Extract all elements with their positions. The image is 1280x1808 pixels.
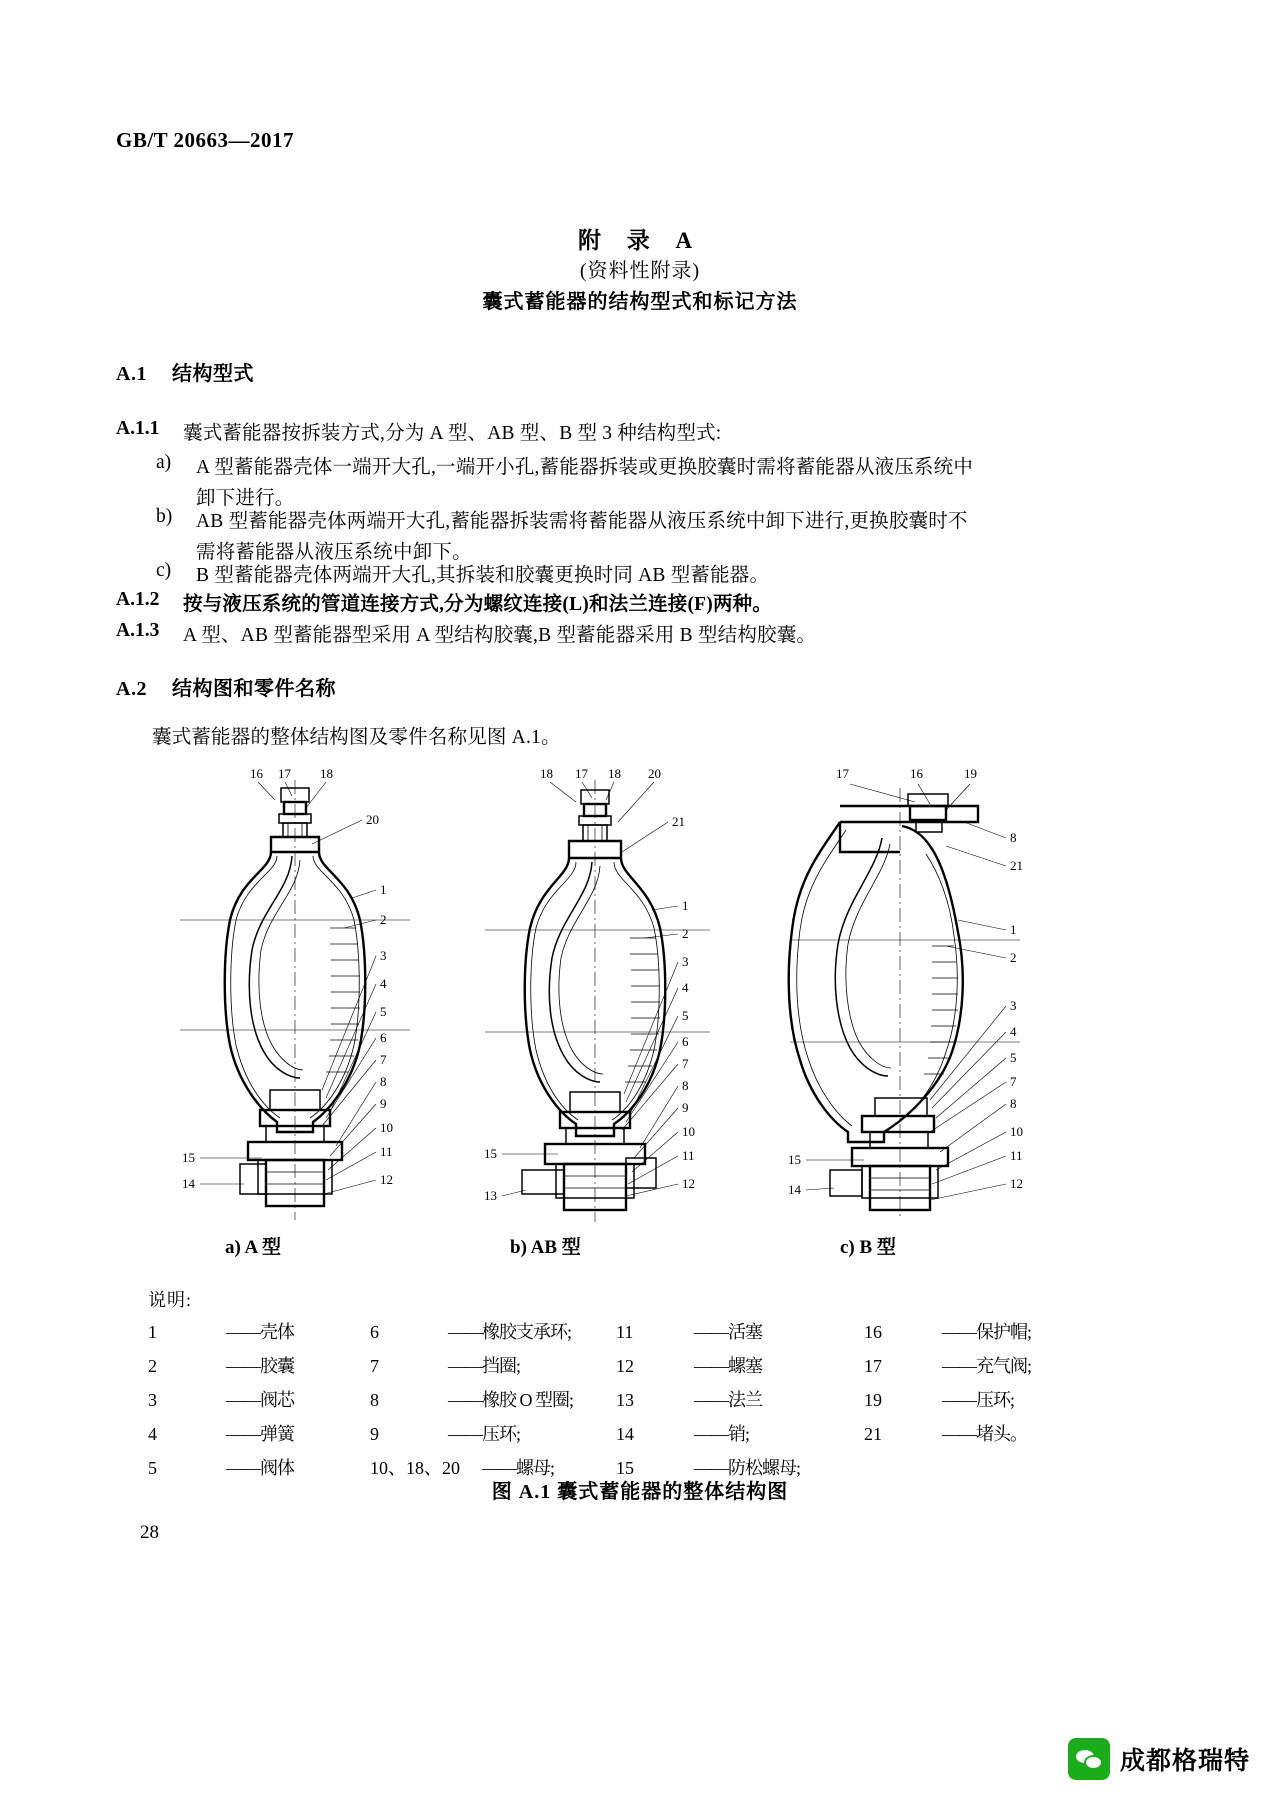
callout-3-ab: 3 [682, 954, 689, 969]
callout-8-a: 8 [380, 1074, 387, 1089]
figure-title: 图 A.1 囊式蓄能器的整体结构图 [491, 1481, 789, 1503]
callout-8-ab: 8 [682, 1078, 689, 1093]
legend-text: ——保护帽; [942, 1322, 1032, 1342]
list-marker-a: a) [156, 452, 172, 473]
clause-text-a12: 按与液压系统的管道连接方式,分为螺纹连接(L)和法兰连接(F)两种。 [183, 594, 773, 615]
callout-20-a: 20 [366, 812, 379, 827]
callout-19-b: 19 [964, 766, 977, 781]
legend-text: ——销; [694, 1424, 750, 1444]
callout-2-ab: 2 [682, 926, 689, 941]
legend-index: 15 [616, 1458, 634, 1478]
legend-title: 说明: [148, 1290, 193, 1310]
subcaption-b: c) B 型 [840, 1237, 896, 1258]
callout-3-a: 3 [380, 948, 387, 963]
legend-index: 3 [148, 1390, 157, 1410]
callout-5-ab: 5 [682, 1008, 689, 1023]
legend-index: 11 [616, 1322, 634, 1342]
callout-8-b: 8 [1010, 830, 1017, 845]
callout-2-b: 2 [1010, 950, 1017, 965]
diagram-type-ab [484, 766, 710, 1222]
legend-text: ——充气阀; [942, 1356, 1032, 1376]
legend-text: ——堵头。 [942, 1424, 1027, 1444]
legend-index: 19 [864, 1390, 882, 1410]
legend-text: ——弹簧 [226, 1424, 294, 1444]
legend-index: 7 [370, 1356, 379, 1376]
section-heading-a1 [116, 357, 254, 386]
callout-4-a: 4 [380, 976, 387, 991]
callout-11-ab: 11 [682, 1148, 695, 1163]
callout-12-b: 12 [1010, 1176, 1023, 1191]
list-item-b-line2: 需将蓄能器从液压系统中卸下。 [196, 542, 472, 563]
clause-number-a11: A.1.1 [116, 418, 160, 439]
legend-text: ——阀芯 [226, 1390, 294, 1410]
legend-text: ——橡胶支承环; [448, 1322, 572, 1342]
legend-column-1 [148, 1315, 398, 1485]
callout-11-a: 11 [380, 1144, 393, 1159]
callout-17-a: 17 [278, 766, 291, 781]
callout-21-ab: 21 [672, 814, 685, 829]
legend-index: 5 [148, 1458, 157, 1478]
callout-18-a: 18 [320, 766, 333, 781]
callout-13-ab: 13 [484, 1188, 497, 1203]
list-item-b-line1: AB 型蓄能器壳体两端开大孔,蓄能器拆装需将蓄能器从液压系统中卸下进行,更换胶囊时不 [196, 511, 968, 532]
legend-text: ——壳体 [226, 1322, 294, 1342]
legend-index: 17 [864, 1356, 882, 1376]
callout-20-ab: 20 [648, 766, 661, 781]
legend-index: 16 [864, 1322, 882, 1342]
legend-text: ——压环; [942, 1390, 1015, 1410]
diagram-type-a [180, 766, 410, 1220]
legend-index: 4 [148, 1424, 157, 1444]
legend-index: 2 [148, 1356, 157, 1376]
legend-item [864, 1417, 1114, 1451]
watermark [1068, 1738, 1250, 1780]
legend-text: ——螺塞 [694, 1356, 762, 1376]
callout-9-ab: 9 [682, 1100, 689, 1115]
list-item-a-line2: 卸下进行。 [196, 488, 295, 509]
callout-6-a: 6 [380, 1030, 387, 1045]
callout-14-a: 14 [182, 1176, 195, 1191]
annex-title: 附 录 A [577, 228, 703, 253]
callout-15-ab: 15 [484, 1146, 497, 1161]
callout-21-b: 21 [1010, 858, 1023, 873]
standard-code: GB/T 20663—2017 [116, 128, 295, 152]
legend-item [864, 1315, 1114, 1349]
callout-4-b: 4 [1010, 1024, 1017, 1039]
legend-index: 10、18、20 [370, 1458, 460, 1478]
callout-1-ab: 1 [682, 898, 689, 913]
callout-9-a: 9 [380, 1096, 387, 1111]
section-title-a2: 结构图和零件名称 [172, 678, 336, 700]
section-title-a1: 结构型式 [172, 363, 254, 385]
legend-text: ——橡胶 O 型圈; [448, 1390, 573, 1410]
callout-14-b: 14 [788, 1182, 801, 1197]
section-number-a1: A.1 [116, 363, 147, 385]
legend-text: ——胶囊 [226, 1356, 294, 1376]
callout-8b-b: 8 [1010, 1096, 1017, 1111]
legend-item [864, 1349, 1114, 1383]
page-number: 28 [140, 1522, 159, 1543]
callout-4-ab: 4 [682, 980, 689, 995]
callout-17-b: 17 [836, 766, 849, 781]
callout-10-a: 10 [380, 1120, 393, 1135]
section-heading-a2 [116, 672, 336, 701]
callout-7-ab: 7 [682, 1056, 689, 1071]
list-marker-b: b) [156, 506, 173, 527]
clause-text-a13: A 型、AB 型蓄能器型采用 A 型结构胶囊,B 型蓄能器采用 B 型结构胶囊。 [183, 625, 817, 646]
legend-item [148, 1315, 398, 1349]
clause-number-a13: A.1.3 [116, 620, 160, 641]
legend-column-4 [864, 1315, 1114, 1451]
list-item-c-line1: B 型蓄能器壳体两端开大孔,其拆装和胶囊更换时同 AB 型蓄能器。 [196, 565, 770, 586]
callout-10-b: 10 [1010, 1124, 1023, 1139]
figure-a1-drawing [140, 760, 1140, 1250]
legend-text: ——阀体 [226, 1458, 294, 1478]
legend-text: ——挡圈; [448, 1356, 521, 1376]
callout-11-b: 11 [1010, 1148, 1023, 1163]
subcaption-a: a) A 型 [225, 1237, 281, 1258]
legend-item [616, 1315, 866, 1349]
callout-18-ab-right: 18 [608, 766, 621, 781]
callout-7-a: 7 [380, 1052, 387, 1067]
legend-text: ——螺母; [482, 1458, 555, 1478]
clause-text-a11: 囊式蓄能器按拆装方式,分为 A 型、AB 型、B 型 3 种结构型式: [183, 423, 722, 444]
annex-subtitle: (资料性附录) [579, 260, 701, 282]
callout-18-ab-left: 18 [540, 766, 553, 781]
callout-12-a: 12 [380, 1172, 393, 1187]
callout-3-b: 3 [1010, 998, 1017, 1013]
legend-column-3 [616, 1315, 866, 1485]
callout-6-ab: 6 [682, 1034, 689, 1049]
legend-text: ——活塞 [694, 1322, 762, 1342]
legend-index: 12 [616, 1356, 634, 1376]
subcaption-ab: b) AB 型 [510, 1237, 581, 1258]
legend-text: ——法兰 [694, 1390, 762, 1410]
wechat-icon [1068, 1738, 1110, 1780]
callout-16-a: 16 [250, 766, 263, 781]
legend-index: 13 [616, 1390, 634, 1410]
diagram-type-b [788, 766, 1023, 1220]
legend-index: 8 [370, 1390, 379, 1410]
legend-text: ——防松螺母; [694, 1458, 801, 1478]
section-number-a2: A.2 [116, 678, 147, 700]
clause-number-a12: A.1.2 [116, 589, 160, 610]
watermark-text: 成都格瑞特 [1119, 1746, 1250, 1775]
legend-index: 21 [864, 1424, 882, 1444]
callout-10-ab: 10 [682, 1124, 695, 1139]
callout-12-ab: 12 [682, 1176, 695, 1191]
legend-item [148, 1349, 398, 1383]
accumulator-assembly-svg [140, 760, 1140, 1250]
legend-item [148, 1417, 398, 1451]
legend-index: 6 [370, 1322, 379, 1342]
annex-name: 囊式蓄能器的结构型式和标记方法 [482, 291, 798, 313]
legend-item [864, 1383, 1114, 1417]
callout-1-a: 1 [380, 882, 387, 897]
legend-item [616, 1417, 866, 1451]
section-a2-intro: 囊式蓄能器的整体结构图及零件名称见图 A.1。 [152, 727, 561, 748]
callout-5-a: 5 [380, 1004, 387, 1019]
callout-15-b: 15 [788, 1152, 801, 1167]
callout-17-ab: 17 [575, 766, 588, 781]
callout-5-b: 5 [1010, 1050, 1017, 1065]
callout-15-a: 15 [182, 1150, 195, 1165]
callout-1-b: 1 [1010, 922, 1017, 937]
legend-item [148, 1383, 398, 1417]
legend-text: ——压环; [448, 1424, 521, 1444]
list-marker-c: c) [156, 560, 172, 581]
legend-item [616, 1349, 866, 1383]
list-item-a-line1: A 型蓄能器壳体一端开大孔,一端开小孔,蓄能器拆装或更换胶囊时需将蓄能器从液压系统中 [196, 457, 974, 478]
legend-index: 9 [370, 1424, 379, 1444]
callout-7-b: 7 [1010, 1074, 1017, 1089]
callout-2-a: 2 [380, 912, 387, 927]
callout-16-b: 16 [910, 766, 923, 781]
legend-index: 14 [616, 1424, 634, 1444]
legend-item [616, 1383, 866, 1417]
legend-index: 1 [148, 1322, 157, 1342]
